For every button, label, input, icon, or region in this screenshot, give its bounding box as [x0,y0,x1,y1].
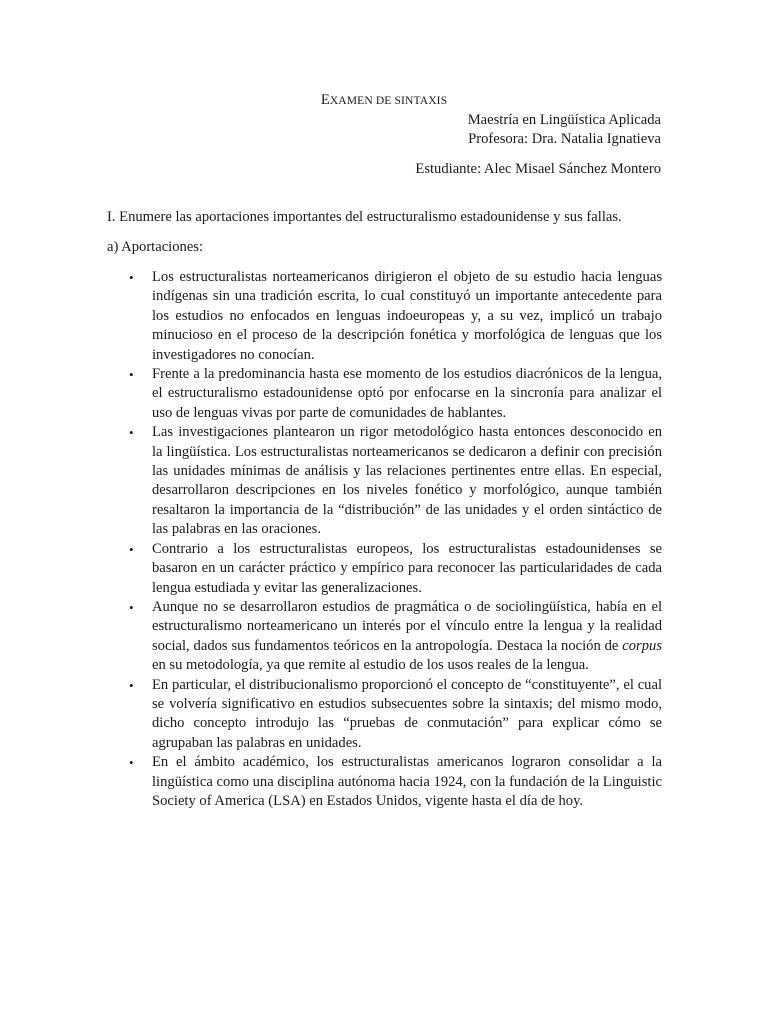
question-heading: I. Enumere las aportaciones importantes del estructuralismo estadounidense y sus fallas. [107,209,622,225]
bullet-icon: • [129,270,134,285]
list-item [107,365,662,423]
bullet-icon: • [129,599,134,615]
professor-name: Profesora: Dra. Natalia Ignatieva [468,131,661,147]
list-item [107,676,662,754]
list-item [107,268,662,365]
bullet-icon: • [129,677,134,693]
list-item-text-part: Aunque no se desarrollaron estudios de pragmática o de sociolingüística, había en el estructuralismo norteamericano un interés por el vínculo entre la lengua y la realidad social, dados sus fundamentos teóricos en la antropología. Destaca la noción de [152,598,662,654]
bullet-icon: • [129,425,134,441]
list-item [107,423,662,539]
bullet-icon: • [129,541,134,557]
list-item-text [152,598,662,676]
list-item [107,598,662,676]
document-title [0,91,768,110]
list-item-text: Contrario a los estructuralistas europeos, los estructuralistas estadounidenses se basaron en un carácter práctico y empírico para reconocer las particularidades de cada lengua estudiada y evitar las generalizaciones. [152,540,662,596]
list-item-text: En el ámbito académico, los estructuralistas americanos lograron consolidar a la lingüística como una disciplina autónoma hacia 1924, con la fundación de la Linguistic Society of America (LSA) en Estados Unidos, vigente hasta el día de hoy. [152,754,662,809]
list-item [107,753,662,811]
bullet-icon: • [129,755,134,771]
program-name: Maestría en Lingüística Aplicada [467,112,661,128]
title-initial: E [320,92,330,108]
list-item-text-part: en su metodología, ya que remite al estudio de los usos reales de la lengua. [152,657,589,674]
section-subheading: a) Aportaciones: [107,239,204,255]
contributions-list [107,268,662,811]
bullet-icon: • [129,367,134,383]
list-item-text: Los estructuralistas norteamericanos dirigieron el objeto de su estudio hacia lenguas indígenas sin una tradición escrita, lo cual constituyó un importante antecedente para los estudios no enfocados en lenguas indoeuropeas y, a su vez, implicó un trabajo minucioso en el proceso de la descripción fonética y morfológica de lenguas que los investigadores no conocían. [152,269,662,363]
list-item [107,540,662,598]
list-item-text: Frente a la predominancia hasta ese momento de los estudios diacrónicos de la lengua, el estructuralismo estadounidense optó por enfocarse en la sincronía para analizar el uso de lenguas vivas por parte de comunidades de hablantes. [152,366,662,421]
title-small-caps: XAMEN DE SINTAXIS [329,94,448,107]
student-name: Estudiante: Alec Misael Sánchez Montero [415,161,661,177]
list-item-text: Las investigaciones plantearon un rigor metodológico hasta entonces desconocido en la lingüística. Los estructuralistas norteamericanos se dedicaron a definir con precisión las unidades mínimas de análisis y las relaciones pertinentes entre ellas. En especial, desarrollaron descripciones en los niveles fonético y morfológico, aunque también resaltaron la importancia de la “distribución” de las unidades y el orden sintáctico de las palabras en las oraciones. [152,424,662,538]
list-item-text: En particular, el distribucionalismo proporcionó el concepto de “constituyente”, el cual se volvería significativo en estudios subsecuentes sobre la sintaxis; del mismo modo, dicho concepto introdujo las “pruebas de conmutación” para explicar cómo se agrupaban las palabras en unidades. [152,676,662,751]
emphasis-corpus: corpus [622,637,662,654]
